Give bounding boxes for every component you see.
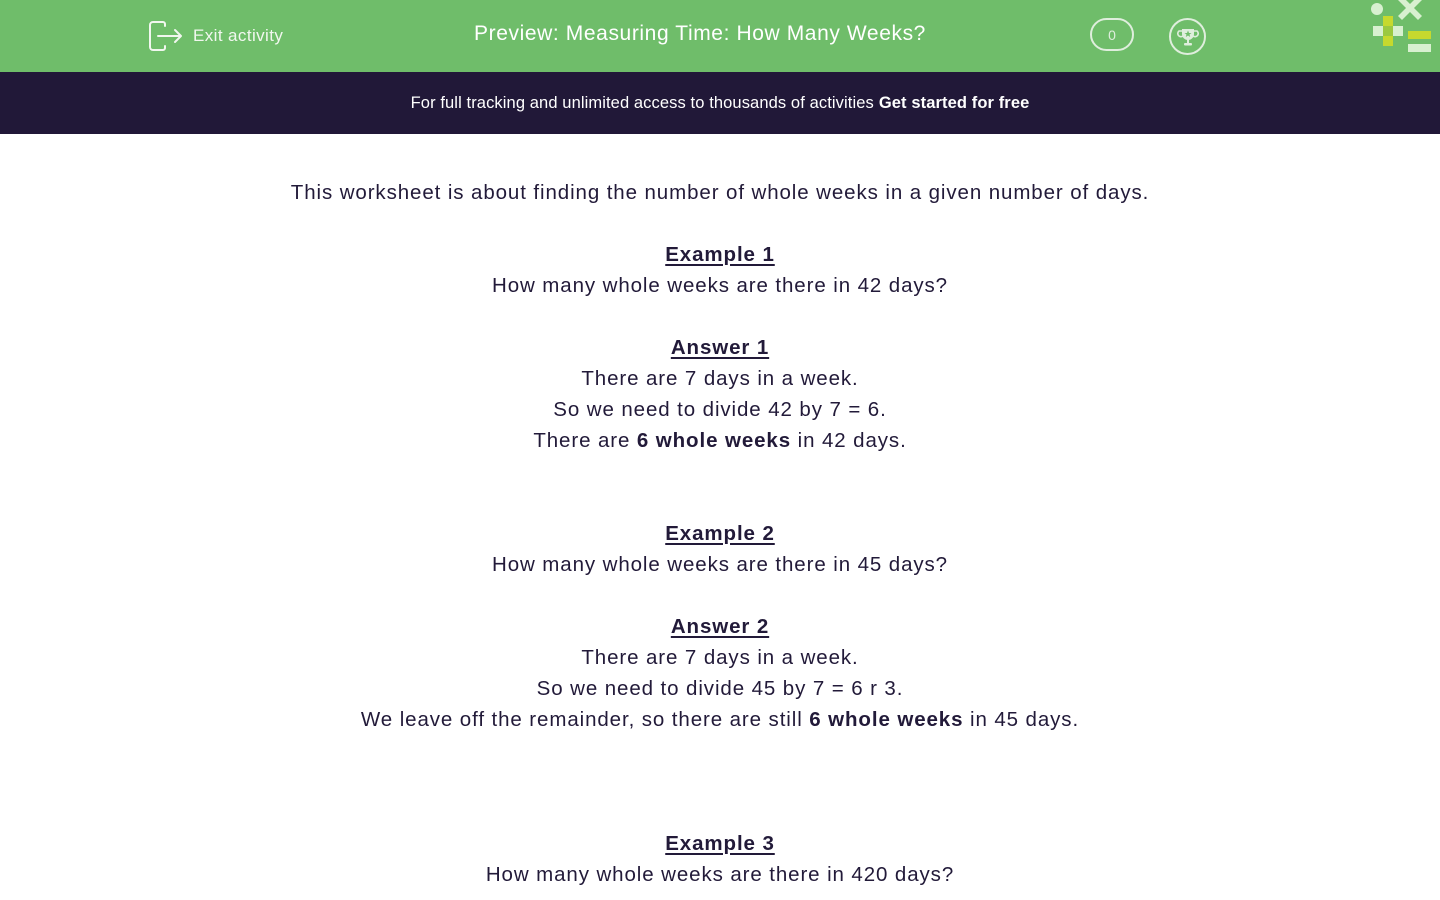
banner-text: For full tracking and unlimited access to thousands of activities [410, 93, 874, 112]
page-title: Preview: Measuring Time: How Many Weeks? [474, 22, 926, 45]
example-2-heading: Example 2 [665, 522, 775, 545]
example-1-question: How many whole weeks are there in 42 days? [492, 274, 948, 297]
get-started-link[interactable]: Get started for free [878, 93, 1030, 112]
answer-2-line-2: So we need to divide 45 by 7 = 6 r 3. [536, 677, 904, 700]
example-3-question: How many whole weeks are there in 420 days? [485, 863, 955, 886]
example-2-question: How many whole weeks are there in 45 days? [492, 553, 948, 576]
math-symbols-logo [1366, 0, 1440, 60]
score-badge: 0 [1090, 18, 1134, 51]
answer-2-line-3: We leave off the remainder, so there are still 6 whole weeks in 45 days. [360, 708, 1080, 731]
top-bar [0, 0, 1440, 72]
example-3-heading: Example 3 [665, 832, 775, 855]
signup-banner [0, 72, 1440, 134]
answer-1-line-3: There are 6 whole weeks in 42 days. [533, 429, 907, 452]
worksheet-intro: This worksheet is about finding the number of whole weeks in a given number of days. [290, 181, 1150, 204]
answer-1-heading: Answer 1 [670, 336, 770, 359]
answer-1-line-2: So we need to divide 42 by 7 = 6. [553, 398, 887, 421]
answer-2-line-1: There are 7 days in a week. [581, 646, 859, 669]
example-1-heading: Example 1 [665, 243, 775, 266]
answer-1-highlight: 6 whole weeks [636, 429, 792, 452]
exit-activity-label: Exit activity [193, 26, 284, 45]
trophy-icon [1177, 26, 1199, 48]
answer-2-highlight: 6 whole weeks [809, 708, 964, 731]
answer-1-line-1: There are 7 days in a week. [581, 367, 859, 390]
answer-2-heading: Answer 2 [670, 615, 770, 638]
trophy-button[interactable] [1169, 18, 1206, 55]
